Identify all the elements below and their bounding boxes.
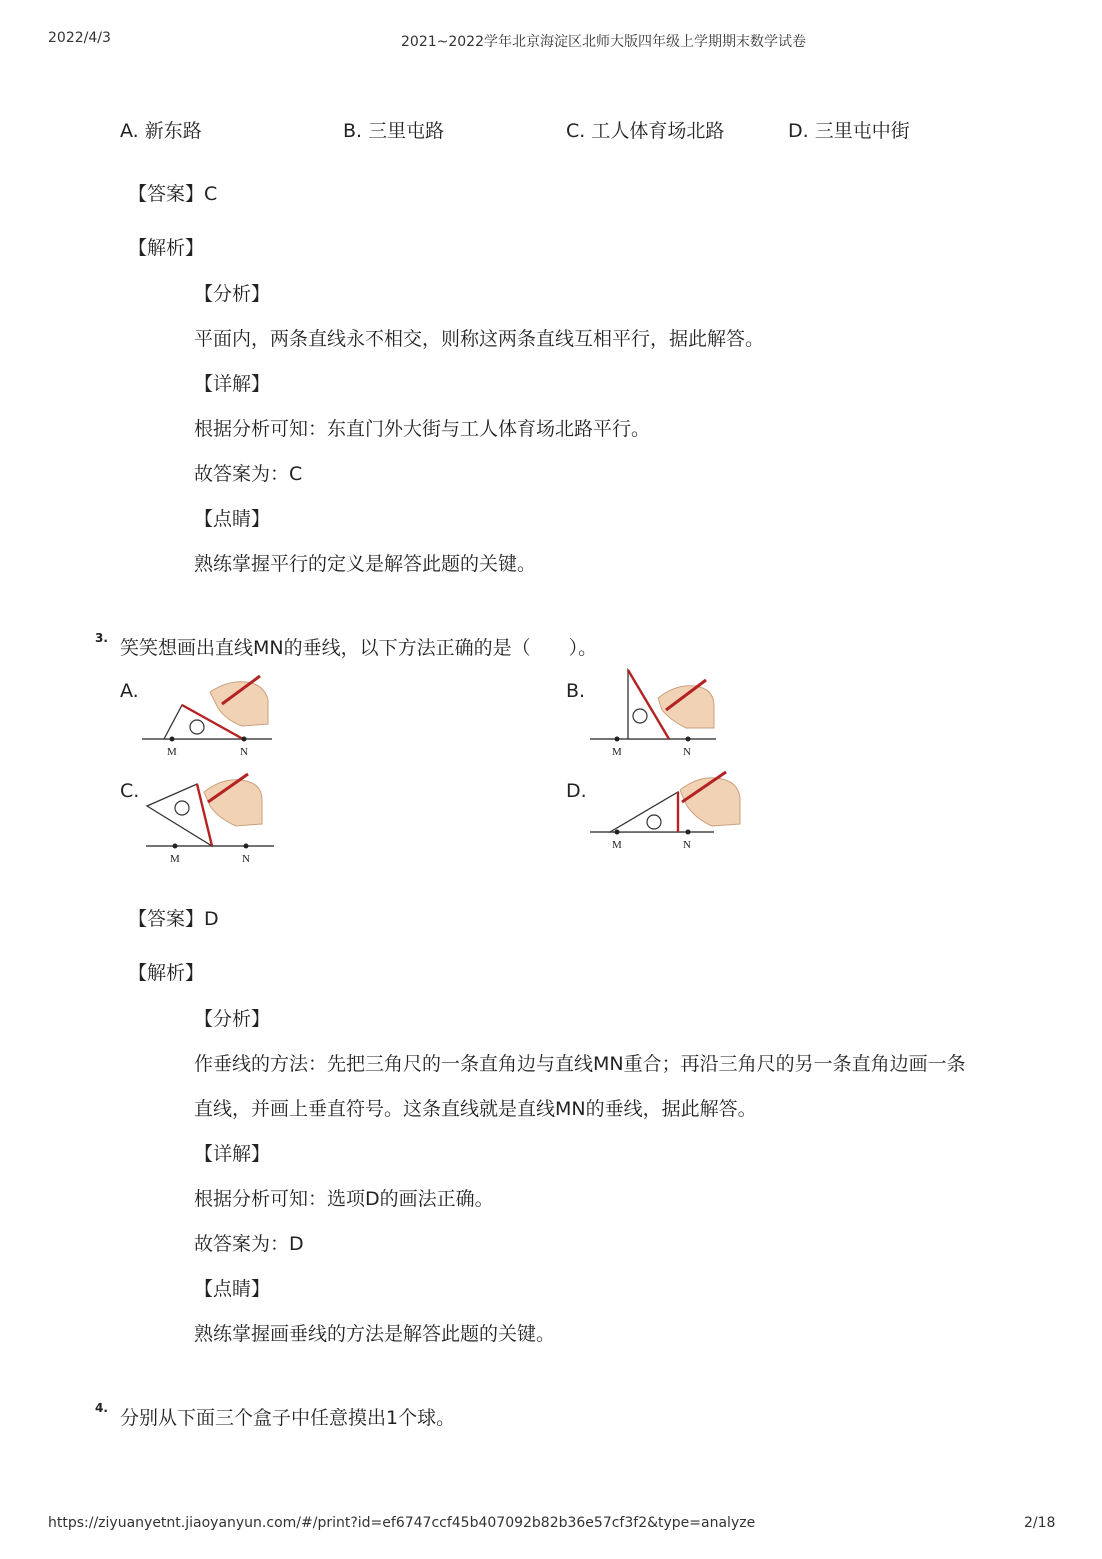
point-label-m: M bbox=[170, 853, 180, 865]
q2-option-d: D. 三里屯中街 bbox=[788, 120, 910, 142]
point-label-n: N bbox=[683, 839, 691, 851]
q2-option-b: B. 三里屯路 bbox=[343, 120, 445, 142]
q3-figure-d bbox=[586, 768, 746, 864]
point-label-m: M bbox=[167, 746, 177, 758]
hand-with-pencil-icon bbox=[658, 680, 714, 728]
q3-figure-a bbox=[140, 668, 280, 764]
q2-dianjing-label: 【点睛】 bbox=[194, 508, 271, 530]
q3-option-d-label: D. bbox=[566, 780, 587, 802]
q3-option-b-label: B. bbox=[566, 680, 586, 702]
point-label-n: N bbox=[683, 746, 691, 758]
q3-xiangjie-text: 根据分析可知：选项D的画法正确。 bbox=[194, 1188, 494, 1210]
document-title: 2021~2022学年北京海淀区北师大版四年级上学期期末数学试卷 bbox=[401, 34, 806, 50]
q2-option-c: C. 工人体育场北路 bbox=[566, 120, 725, 142]
q3-option-a-label: A. bbox=[120, 680, 139, 702]
q2-fenxi-label: 【分析】 bbox=[194, 283, 271, 305]
hand-with-pencil-icon bbox=[680, 772, 740, 826]
q3-answer: 【答案】D bbox=[128, 908, 219, 930]
q3-dianjing-label: 【点睛】 bbox=[194, 1278, 271, 1300]
q2-xiangjie-label: 【详解】 bbox=[194, 373, 271, 395]
q2-conclusion: 故答案为：C bbox=[194, 463, 303, 485]
q2-option-a: A. 新东路 bbox=[120, 120, 202, 142]
point-label-n: N bbox=[242, 853, 250, 865]
q2-dianjing-text: 熟练掌握平行的定义是解答此题的关键。 bbox=[194, 553, 537, 575]
point-label-m: M bbox=[612, 839, 622, 851]
footer-url[interactable]: https://ziyuanyetnt.jiaoyanyun.com/#/print?id=ef6747ccf45b407092b82b36e57cf3f2&type=analyze bbox=[48, 1515, 756, 1531]
q2-answer: 【答案】C bbox=[128, 183, 218, 205]
q3-analysis-label: 【解析】 bbox=[128, 962, 205, 984]
hand-with-pencil-icon bbox=[204, 774, 262, 826]
q3-dianjing-text: 熟练掌握画垂线的方法是解答此题的关键。 bbox=[194, 1323, 556, 1345]
q3-figure-b bbox=[586, 668, 726, 764]
q3-conclusion: 故答案为：D bbox=[194, 1233, 304, 1255]
hand-with-pencil-icon bbox=[210, 676, 268, 726]
point-label-m: M bbox=[612, 746, 622, 758]
q3-option-c-label: C. bbox=[120, 780, 140, 802]
q2-fenxi-text: 平面内，两条直线永不相交，则称这两条直线互相平行，据此解答。 bbox=[194, 328, 765, 350]
q2-xiangjie-text: 根据分析可知：东直门外大街与工人体育场北路平行。 bbox=[194, 418, 651, 440]
q2-analysis-label: 【解析】 bbox=[128, 237, 205, 259]
q4-question: 分别从下面三个盒子中任意摸出1个球。 bbox=[120, 1407, 456, 1429]
point-label-n: N bbox=[240, 746, 248, 758]
q3-fenxi-label: 【分析】 bbox=[194, 1008, 271, 1030]
page-number: 2/18 bbox=[1024, 1515, 1056, 1531]
q3-figure-c bbox=[140, 768, 280, 868]
q3-fenxi-text-2: 直线，并画上垂直符号。这条直线就是直线MN的垂线，据此解答。 bbox=[194, 1098, 757, 1120]
q4-number: 4. bbox=[95, 1401, 108, 1415]
q3-xiangjie-label: 【详解】 bbox=[194, 1143, 271, 1165]
print-date: 2022/4/3 bbox=[48, 30, 111, 46]
q3-fenxi-text-1: 作垂线的方法：先把三角尺的一条直角边与直线MN重合；再沿三角尺的另一条直角边画一条 bbox=[194, 1053, 966, 1075]
q3-number: 3. bbox=[95, 631, 108, 645]
q3-question: 笑笑想画出直线MN的垂线，以下方法正确的是（ ）。 bbox=[120, 637, 598, 659]
